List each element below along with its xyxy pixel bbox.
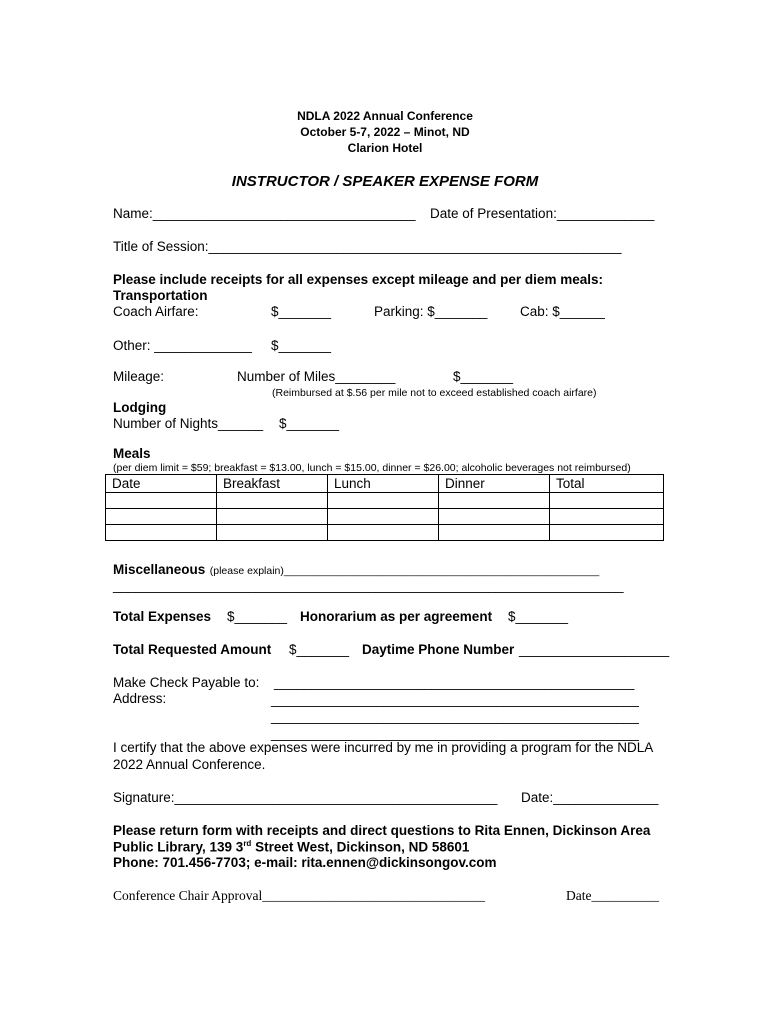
table-cell[interactable] [217, 525, 328, 541]
miscellaneous-label: Miscellaneous [113, 562, 206, 577]
meals-table-header [106, 475, 664, 493]
date-of-presentation-field[interactable]: Date of Presentation:_____________ [430, 206, 655, 221]
return-info-line-1: Please return form with receipts and direct questions to Rita Ennen, Dickinson Area [113, 823, 651, 838]
header-line-2: October 5-7, 2022 – Minot, ND [300, 125, 470, 139]
table-row [106, 525, 664, 541]
title-of-session-field[interactable]: Title of Session:_______________________________________________________ [113, 239, 622, 254]
honorarium-label: Honorarium as per agreement [300, 609, 493, 624]
certification-line-1: I certify that the above expenses were incurred by me in providing a program for the NDLA [113, 740, 654, 755]
lodging-amount-field[interactable]: $_______ [279, 416, 340, 431]
cab-field[interactable]: Cab: $______ [520, 304, 605, 319]
header-line-1: NDLA 2022 Annual Conference [297, 109, 473, 123]
transportation-heading: Transportation [113, 288, 208, 303]
table-cell[interactable] [550, 493, 664, 509]
miscellaneous-field[interactable]: (please explain)______________________________________________________ [209, 565, 600, 577]
header-line-3: Clarion Hotel [347, 141, 423, 155]
address-label: Address: [113, 691, 167, 706]
table-cell[interactable] [439, 509, 550, 525]
address-line-3[interactable]: _________________________________________________ [271, 726, 639, 741]
other-expense-field[interactable]: Other: _____________ [113, 338, 252, 353]
mileage-note: (Reimbursed at $.56 per mile not to exceed established coach airfare) [272, 387, 597, 399]
total-expenses-label: Total Expenses [113, 609, 212, 624]
column-total: Total [550, 475, 664, 493]
table-row [106, 493, 664, 509]
table-cell[interactable] [217, 509, 328, 525]
table-cell[interactable] [328, 493, 439, 509]
meals-note: (per diem limit = $59; breakfast = $13.00, lunch = $15.00, dinner = $26.00; alcoholic beverages not reimbursed) [113, 462, 631, 474]
table-row [106, 509, 664, 525]
coach-airfare-field[interactable]: $_______ [271, 304, 332, 319]
total-requested-label: Total Requested Amount [113, 642, 272, 657]
table-cell[interactable] [550, 509, 664, 525]
lodging-heading: Lodging [113, 400, 167, 415]
form-title: INSTRUCTOR / SPEAKER EXPENSE FORM [231, 173, 539, 190]
make-check-payable-field[interactable]: ________________________________________________ [274, 675, 635, 690]
daytime-phone-label: Daytime Phone Number [362, 642, 515, 657]
meals-heading: Meals [113, 446, 151, 461]
miscellaneous-row [113, 561, 599, 579]
ordinal-suffix: rd [243, 839, 252, 848]
honorarium-field[interactable]: $_______ [508, 609, 569, 624]
make-check-payable-label: Make Check Payable to: [113, 675, 260, 690]
total-expenses-field[interactable]: $_______ [227, 609, 288, 624]
column-dinner: Dinner [439, 475, 550, 493]
signature-date-field[interactable]: Date:______________ [521, 790, 659, 805]
name-field[interactable]: Name:___________________________________ [113, 206, 416, 221]
number-of-nights-field[interactable]: Number of Nights______ [113, 416, 264, 431]
table-cell[interactable] [217, 493, 328, 509]
table-cell[interactable] [439, 525, 550, 541]
mileage-amount-field[interactable]: $_______ [453, 369, 514, 384]
mileage-label: Mileage: [113, 369, 165, 384]
certification-line-2: 2022 Annual Conference. [113, 757, 266, 772]
column-lunch: Lunch [328, 475, 439, 493]
address-line-2[interactable]: _________________________________________________ [271, 709, 639, 724]
total-requested-field[interactable]: $_______ [289, 642, 350, 657]
return-info-line-2 [113, 839, 469, 855]
column-date: Date [106, 475, 217, 493]
coach-airfare-label: Coach Airfare: [113, 304, 199, 319]
other-amount-field[interactable]: $_______ [271, 338, 332, 353]
parking-field[interactable]: Parking: $_______ [374, 304, 488, 319]
address-line-1[interactable]: _________________________________________________ [271, 692, 639, 707]
table-cell[interactable] [439, 493, 550, 509]
number-of-miles-field[interactable]: Number of Miles________ [237, 369, 396, 384]
table-cell[interactable] [328, 509, 439, 525]
table-cell[interactable] [106, 509, 217, 525]
return-info-line-3: Phone: 701.456-7703; e-mail: rita.ennen@dickinsongov.com [113, 855, 497, 870]
table-cell[interactable] [328, 525, 439, 541]
table-cell[interactable] [106, 525, 217, 541]
miscellaneous-line-2[interactable]: ____________________________________________________________________ [113, 578, 624, 593]
conference-chair-approval-field[interactable]: Conference Chair Approval_________________________________ [113, 888, 485, 903]
return-address-end: Street West, Dickinson, ND 58601 [251, 839, 470, 855]
table-cell[interactable] [550, 525, 664, 541]
daytime-phone-field[interactable]: ____________________ [519, 642, 670, 657]
column-breakfast: Breakfast [217, 475, 328, 493]
signature-field[interactable]: Signature:___________________________________________ [113, 790, 498, 805]
receipts-note: Please include receipts for all expenses except mileage and per diem meals: [113, 272, 603, 287]
meals-table [105, 474, 664, 541]
table-cell[interactable] [106, 493, 217, 509]
approval-date-field[interactable]: Date__________ [566, 888, 659, 903]
return-address-start: Public Library, 139 3 [113, 839, 244, 855]
